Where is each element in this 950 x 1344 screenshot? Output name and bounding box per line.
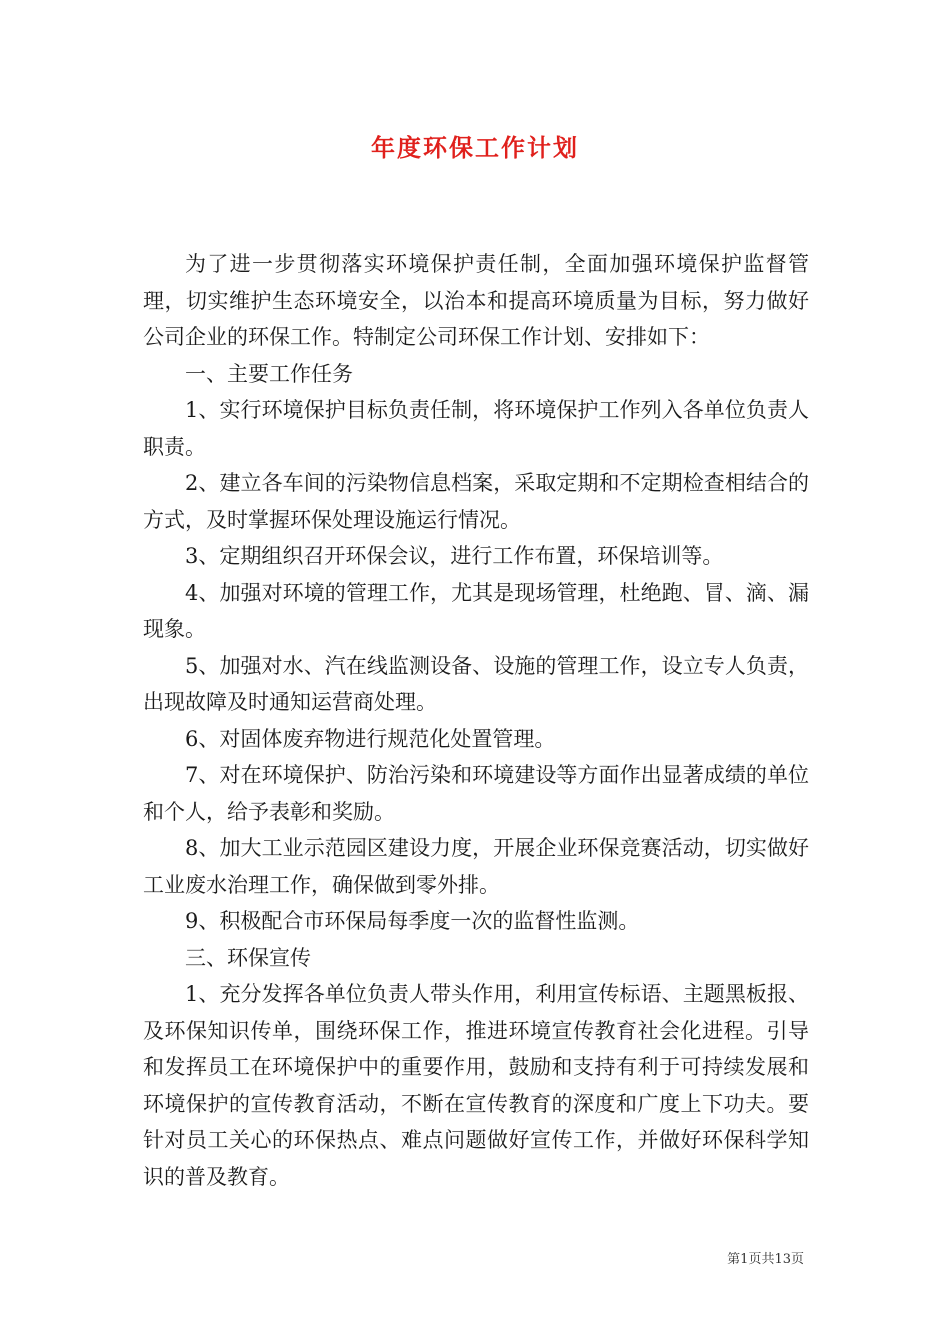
list-item: 5、加强对水、汽在线监测设备、设施的管理工作，设立专人负责，出现故障及时通知运营商处理。 bbox=[143, 653, 809, 714]
document-body bbox=[143, 246, 809, 1195]
list-item: 8、加大工业示范园区建设力度，开展企业环保竞赛活动，切实做好工业废水治理工作，确保做到零外排。 bbox=[143, 836, 809, 897]
document-title: 年度环保工作计划 bbox=[371, 133, 579, 162]
list-item: 2、建立各车间的污染物信息档案，采取定期和不定期检查相结合的方式，及时掌握环保处理设施运行情况。 bbox=[143, 471, 809, 532]
section-heading-tasks: 一、主要工作任务 bbox=[185, 361, 353, 386]
section-heading-publicity: 三、环保宣传 bbox=[185, 945, 311, 970]
list-item: 7、对在环境保护、防治污染和环境建设等方面作出显著成绩的单位和个人，给予表彰和奖励。 bbox=[143, 763, 809, 824]
list-item: 1、实行环境保护目标负责任制，将环境保护工作列入各单位负责人职责。 bbox=[143, 398, 809, 459]
paragraph-intro: 为了进一步贯彻落实环境保护责任制，全面加强环境保护监督管理，切实维护生态环境安全，以治本和提高环境质量为目标，努力做好公司企业的环保工作。特制定公司环保工作计划、安排如下： bbox=[143, 252, 809, 349]
list-item: 4、加强对环境的管理工作，尤其是现场管理，杜绝跑、冒、滴、漏现象。 bbox=[143, 580, 809, 641]
list-item: 6、对固体废弃物进行规范化处置管理。 bbox=[185, 726, 556, 751]
list-item: 1、充分发挥各单位负责人带头作用，利用宣传标语、主题黑板报、及环保知识传单，围绕环保工作，推进环境宣传教育社会化进程。引导和发挥员工在环境保护中的重要作用，鼓励和支持有利于可持续发展和环境保护的宣传教育活动，不断在宣传教育的深度和广度上下功夫。要针对员工关心的环保热点、难点问题做好宣传工作，并做好环保科学知识的普及教育。 bbox=[143, 982, 809, 1189]
page-number: 第1页共13页 bbox=[727, 1252, 804, 1267]
list-item: 3、定期组织召开环保会议，进行工作布置，环保培训等。 bbox=[185, 544, 724, 568]
list-item: 9、积极配合市环保局每季度一次的监督性监测。 bbox=[185, 909, 640, 933]
